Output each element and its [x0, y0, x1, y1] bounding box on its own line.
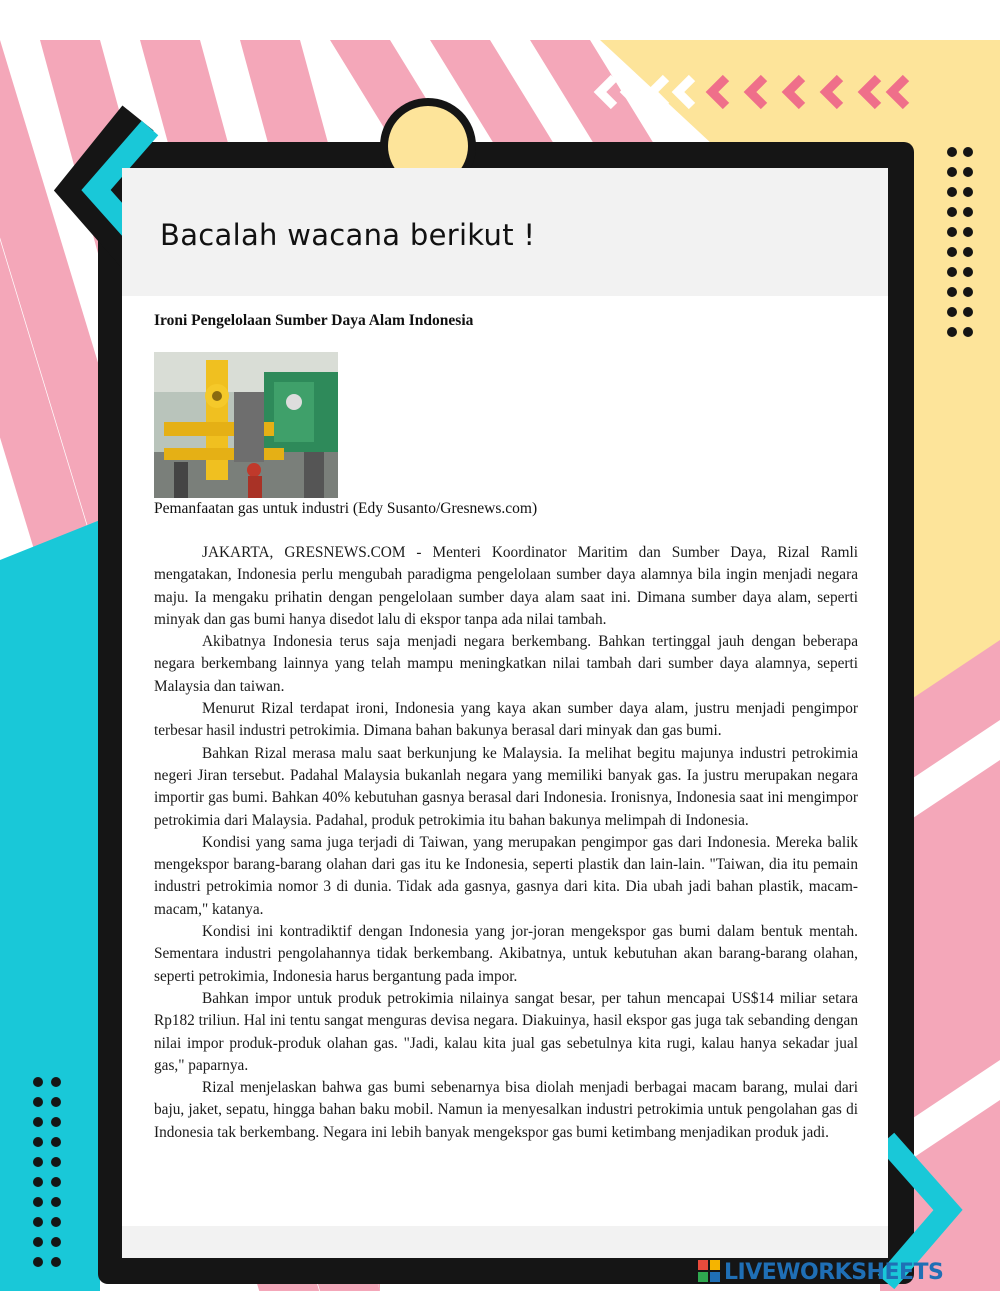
worksheet-heading: Bacalah wacana berikut !	[160, 218, 536, 252]
paragraph: Kondisi yang sama juga terjadi di Taiwan, yang merupakan pengimpor gas dari Indonesia. Mereka balik mengekspor barang-barang olahan dari gas itu ke Indonesia, seperti plastik dan lain-lain. "Taiwan, dia itu pemain industri petrokimia nomor 3 di dunia. Tidak ada gasnya, gasnya dari kita. Dia ubah jadi bahan plastik, macam-macam," katanya.	[154, 833, 858, 918]
paragraph: Menurut Rizal terdapat ironi, Indonesia yang kaya akan sumber daya alam, justru menjadi pengimpor terbesar hasil industri petrokimia. Dimana bahan bakunya berasal dari minyak dan gas bumi.	[154, 700, 858, 740]
industrial-gas-pipes-photo	[154, 352, 338, 498]
liveworksheets-logo[interactable]	[698, 1258, 943, 1286]
teal-area-left	[0, 520, 100, 1291]
liveworksheets-logo-text: LIVEWORKSHEETS	[724, 1259, 944, 1285]
article-title: Ironi Pengelolaan Sumber Daya Alam Indonesia	[154, 312, 474, 329]
article-body	[154, 542, 858, 1144]
liveworksheets-logo-icon	[698, 1260, 720, 1284]
worksheet-panel	[122, 168, 888, 1258]
paragraph: Bahkan impor untuk produk petrokimia nilainya sangat besar, per tahun mencapai US$14 miliar setara Rp182 triliun. Hal ini tentu sangat menguras devisa negara. Diakuinya, hasil ekspor gas juga tak sebanding dengan nilai impor produk-produk olahan gas. "Jadi, kalau kita jual gas sebetulnya kita rugi, kalau hanya sekadar jual gas," paparnya.	[154, 989, 858, 1074]
paragraph: Akibatnya Indonesia terus saja menjadi negara berkembang. Bahkan tertinggal jauh dengan beberapa negara berkembang lainnya yang telah mampu meningkatkan nilai tambah dari sumber daya alamnya, seperti Malaysia dan taiwan.	[154, 633, 858, 695]
footer-band	[122, 1226, 888, 1258]
paragraph: Bahkan Rizal merasa malu saat berkunjung ke Malaysia. Ia melihat begitu majunya industri petrokimia negeri Jiran tersebut. Padahal Malaysia bukanlah negara yang memiliki banyak gas. Ia justru merupakan negara importir gas bumi. Bahkan 40% kebutuhan gasnya berasal dari Indonesia. Ironisnya, Indonesia saat ini mengimpor petrokimia dari Malaysia. Padahal, produk petrokimia itu bahan bakunya melimpah di Indonesia.	[154, 744, 858, 829]
paragraph: JAKARTA, GRESNEWS.COM - Menteri Koordinator Maritim dan Sumber Daya, Rizal Ramli mengatakan, Indonesia perlu mengubah paradigma pengelolaan sumber daya alamnya bila ingin menjadi negara maju. Ia mengaku prihatin dengan pengelolaan sumber daya alam saat ini. Dimana sumber daya alam, seperti minyak dan gas bumi hanya disedot lalu di ekspor tanpa ada nilai tambah.	[154, 544, 858, 628]
photo-caption: Pemanfaatan gas untuk industri (Edy Susanto/Gresnews.com)	[154, 500, 538, 517]
paragraph: Kondisi ini kontradiktif dengan Indonesia yang jor-joran mengekspor gas bumi dalam bentuk mentah. Sementara industri pengolahannya tidak berkembang. Akibatnya, untuk kebutuhan akan barang-barang olahan, seperti petrokimia, Indonesia harus bergantung pada impor.	[154, 923, 858, 985]
paragraph: Rizal menjelaskan bahwa gas bumi sebenarnya bisa diolah menjadi berbagai macam barang, mulai dari baju, jaket, sepatu, hingga bahan baku mobil. Namun ia menyesalkan industri petrokimia untuk pengolahan gas di Indonesia tak berkembang. Negara ini lebih banyak mengekspor gas bumi ketimbang menjadikan produk jadi.	[154, 1079, 858, 1141]
